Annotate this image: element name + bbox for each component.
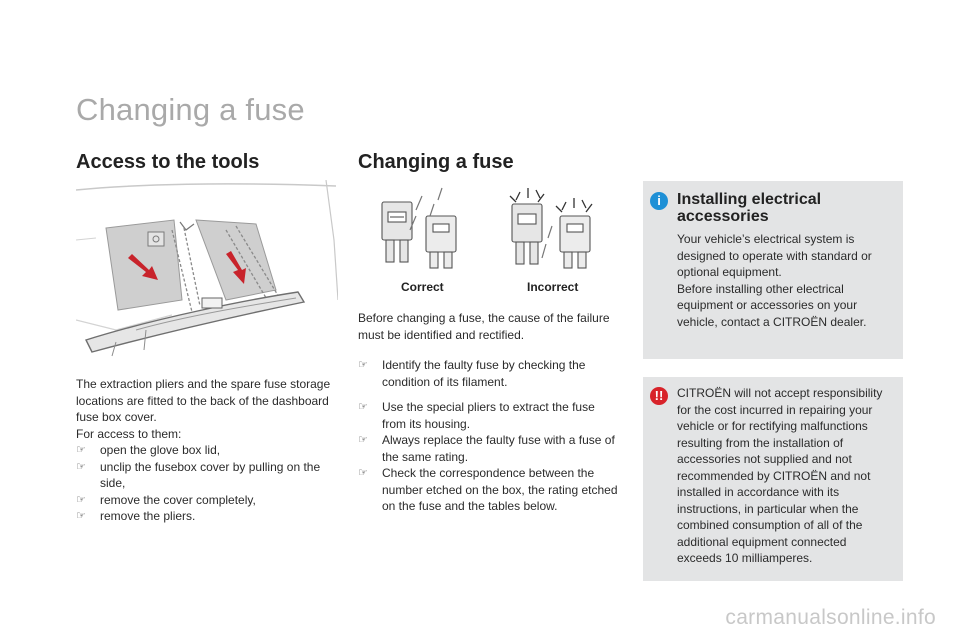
finger-pointer-icon: ☞ (76, 510, 86, 522)
info-box-text (677, 231, 889, 330)
info-box-text-1: Your vehicle’s electrical system is designed to operate with standard or optional equipment. (677, 232, 872, 279)
list-item: ☞ Use the special pliers to extract the fuse from its housing. (358, 400, 595, 431)
list-item: ☞ remove the cover completely, (76, 492, 256, 507)
info-box-title: Installing electrical accessories (677, 191, 822, 225)
finger-pointer-icon: ☞ (76, 493, 86, 506)
info-box (643, 181, 903, 359)
incorrect-label: Incorrect (527, 280, 579, 294)
finger-pointer-icon: ☞ (76, 444, 86, 456)
list-item: ☞ Check the correspondence between the number etched on the box, the rating etched on the fuse and the tables below. (358, 466, 618, 513)
info-icon: i (650, 192, 668, 210)
incorrect-fuse-right (560, 216, 590, 268)
list-item: ☞ remove the pliers. (76, 509, 196, 523)
incorrect-fuse-left (512, 204, 542, 264)
list-item: ☞ Always replace the faulty fuse with a fuse of the same rating. (358, 433, 615, 464)
finger-pointer-icon: ☞ (358, 467, 368, 479)
fuse-description (358, 310, 620, 515)
page-title: Changing a fuse (76, 92, 305, 127)
finger-pointer-icon: ☞ (76, 460, 86, 473)
finger-pointer-icon: ☞ (358, 359, 368, 371)
fuse-steps-list (358, 357, 620, 515)
correct-fuse-left (382, 202, 412, 262)
glovebox-illustration (76, 180, 338, 366)
tools-description (76, 376, 332, 525)
fuse-comparison-illustration (370, 186, 610, 274)
tools-heading: Access to the tools (76, 151, 260, 173)
warning-box-text: CITROËN will not accept responsibility for the cost incurred in repairing your vehicle or for rectifying malfunctions resulting from the installation of accessories not supplied and not recommended by CITROËN and not installed in accordance with its instructions, in particular when the combined consumption of all of the additional equipment connected exceeds 10 milliamperes. (677, 386, 883, 565)
finger-pointer-icon: ☞ (358, 434, 368, 446)
info-box-text-2: Before installing other electrical equipment or accessories on your vehicle, contact a CITROËN dealer. (677, 281, 867, 329)
correct-fuse-right (426, 216, 456, 268)
finger-pointer-icon: ☞ (358, 401, 368, 413)
list-item: ☞ open the glove box lid, (76, 443, 221, 457)
tools-access-lead: For access to them: (76, 426, 182, 441)
tools-intro: The extraction pliers and the spare fuse storage locations are fitted to the back of the dashboard fuse box cover. (76, 377, 331, 424)
correct-label: Correct (401, 280, 444, 294)
list-item: ☞ Identify the faulty fuse by checking the condition of its filament. (358, 358, 586, 389)
fuse-intro: Before changing a fuse, the cause of the failure must be identified and rectified. (358, 311, 610, 342)
list-item: ☞ unclip the fusebox cover by pulling on the side, (76, 459, 321, 490)
tools-steps-list (76, 442, 332, 525)
watermark: carmanualsonline.info (725, 606, 936, 629)
warning-box (643, 377, 903, 581)
warning-icon: !! (650, 387, 668, 405)
fuse-heading: Changing a fuse (358, 151, 514, 173)
